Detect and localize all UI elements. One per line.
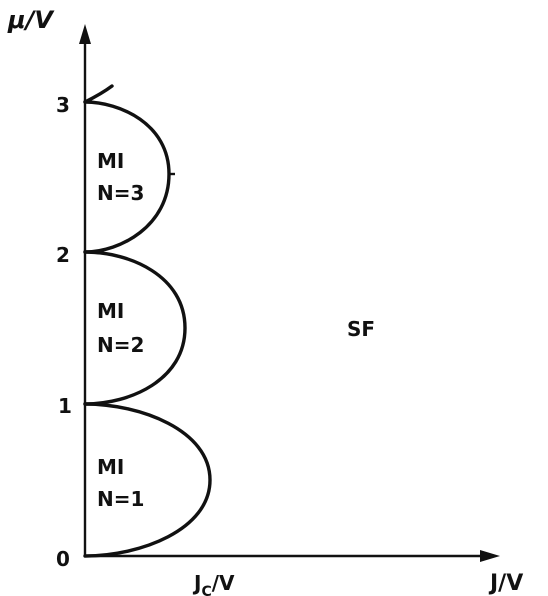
jc-main: J <box>194 571 202 595</box>
y-axis-arrow-icon <box>79 24 91 44</box>
y-axis-label: μ/V <box>8 6 53 34</box>
mott-lobe-n2 <box>85 252 185 404</box>
jc-subscript: C <box>201 584 212 596</box>
mott-lobe-n3 <box>85 102 169 252</box>
region-n2-phase: MI <box>97 299 125 323</box>
lobe-continuation <box>85 86 112 102</box>
region-n3-phase: MI <box>97 149 125 173</box>
superfluid-label: SF <box>347 317 376 341</box>
region-n2-density: N=2 <box>97 333 145 357</box>
y-tick-2: 2 <box>56 243 70 267</box>
jc-tick-label <box>192 571 235 596</box>
y-tick-3: 3 <box>56 93 70 117</box>
region-n1-density: N=1 <box>97 487 145 511</box>
region-n1-phase: MI <box>97 455 125 479</box>
region-n3-density: N=3 <box>97 181 145 205</box>
y-tick-1: 1 <box>58 394 72 418</box>
x-axis-arrow-icon <box>480 550 500 562</box>
mott-lobe-n1 <box>85 404 210 556</box>
x-axis-label: J/V <box>490 571 524 596</box>
y-tick-0: 0 <box>56 547 70 571</box>
jc-suffix: /V <box>211 571 235 595</box>
